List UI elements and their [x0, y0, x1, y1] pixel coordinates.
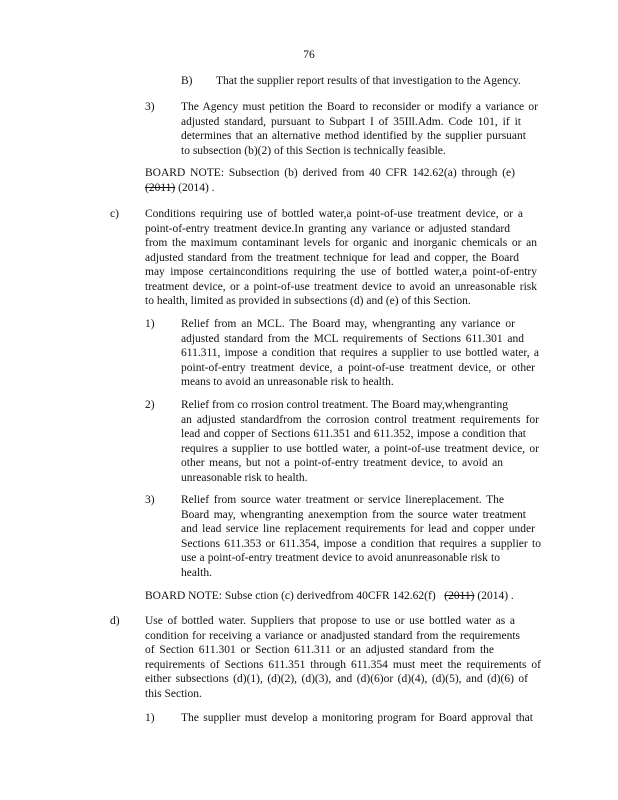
item-3-paragraph: The Agency must petition the Board to reconsider or modify a variance or adjusted standard, pursuant to Subpart I of 35Ill.Adm. Code 101, if it determines that an alternative method identified by the supplier pursuant to subsection (b)(2) of this Section is technically feasible. — [181, 101, 538, 157]
item-label-c2: 2) — [145, 399, 155, 411]
section-d-paragraph: Use of bottled water. Suppliers that propose to use or use bottled water as a condition for receiving a variance or anadjusted standard from the requirements of Section 611.301 or Section 611.311 or an adjusted standard from the requirements of Sections 611.351 through 611.354 must meet the requirements of either subsections (d)(1), (d)(2), (d)(3), and (d)(6)or (d)(4), (d)(5), and (d)(6) of this Section. — [145, 615, 541, 700]
item-d1-paragraph: The supplier must develop a monitoring program for Board approval that — [181, 712, 533, 724]
item-c3-paragraph: Relief from source water treatment or service linereplacement. The Board may, whengranting anexemption from the source water treatment and lead service line replacement requirements for lead and copper under Sections 611.353 or 611.354, impose a condition that requires a supplier to use a point-of-entry treatment device to avoid anunreasonable risk to health. — [181, 494, 541, 579]
board-note-1: BOARD NOTE: Subsection (b) derived from 40 CFR 142.62(a) through (e) (2011) (2014) . — [145, 167, 515, 194]
item-label-3: 3) — [145, 101, 155, 113]
section-c-paragraph: Conditions requiring use of bottled water,a point-of-use treatment device, or a point-of-entry treatment device.In granting any variance or adjusted standard from the maximum contaminant levels for organic and inorganic chemicals or an adjusted standard from the treatment technique for lead and copper, the Board may impose certainconditions requiring the use of bottled water,a point-of-entry treatment device, or a point-of-use treatment device to avoid an unreasonable risk to health, limited as provided in subsections (d) and (e) of this Section. — [145, 208, 537, 307]
board-note-2: BOARD NOTE: Subse ction (c) derivedfrom 40CFR 142.62(f) (2011) (2014) . — [145, 590, 514, 602]
section-label-d: d) — [110, 615, 120, 627]
item-b-text: That the supplier report results of that investigation to the Agency. — [216, 75, 521, 87]
item-label-d1: 1) — [145, 712, 155, 724]
struck-text: (2011) — [145, 181, 176, 194]
item-c1-paragraph: Relief from an MCL. The Board may, whengranting any variance or adjusted standard from the MCL requirements of Sections 611.301 and 611.311, impose a condition that requires a supplier to use bottled water, a point-of-entry treatment device, a point-of-use treatment device, or other means to avoid an unreasonable risk to health. — [181, 318, 539, 388]
section-label-c: c) — [110, 208, 119, 220]
item-label-c1: 1) — [145, 318, 155, 330]
item-label-c3: 3) — [145, 494, 155, 506]
item-label-b: B) — [181, 75, 193, 87]
page-number: 76 — [303, 49, 315, 61]
item-c2-paragraph: Relief from co rrosion control treatment. The Board may,whengranting an adjusted standardfrom the corrosion control treatment requirements for lead and copper of Sections 611.351 and 611.352, impose a condition that requires a supplier to use bottled water, a point-of-use treatment device, or other means, but not a point-of-entry treatment device, to avoid an unreasonable risk to health. — [181, 399, 539, 484]
struck-text: (2011) — [444, 590, 475, 602]
